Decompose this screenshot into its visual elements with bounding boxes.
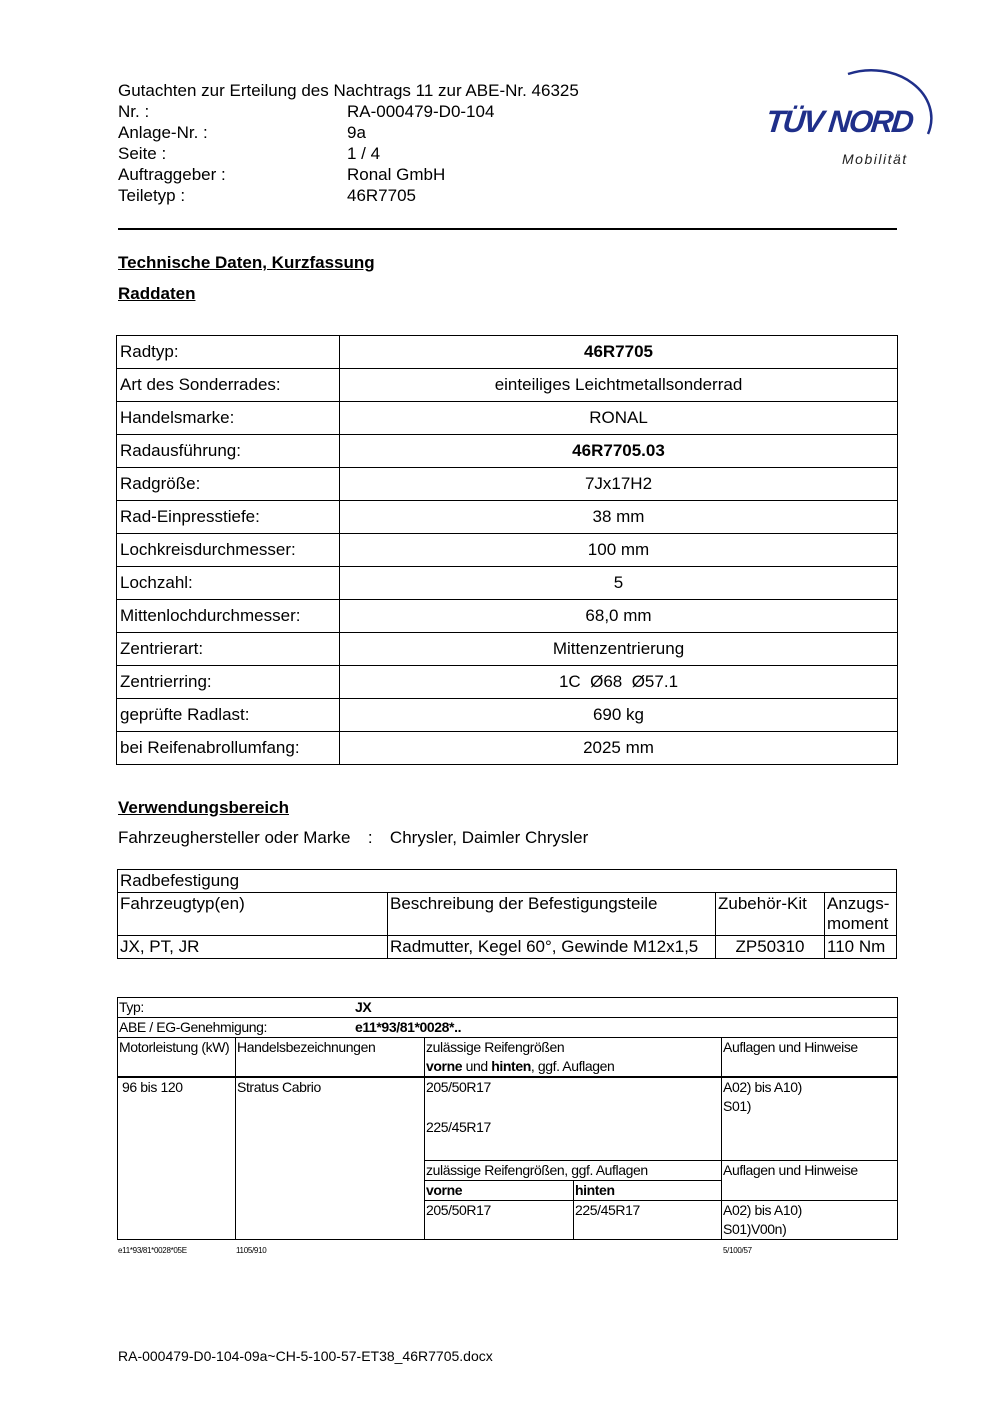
tiny-note-pattern: 5/100/57 [723,1246,752,1255]
section-title: Technische Daten, Kurzfassung [118,253,375,272]
table-row: Radbefestigung [118,870,897,893]
table-row: Fahrzeugtyp(en) Beschreibung der Befestigungsteile Zubehör-Kit Anzugs-moment [118,893,897,936]
tuv-nord-logo [760,56,945,176]
wheel-data-table [116,335,898,765]
logo-brand: TÜV NORD [764,104,914,139]
usage-separator: : [367,828,373,847]
table-row: Radtyp: 46R7705 [117,336,898,369]
usage-title: Verwendungsbereich [118,798,289,817]
section-subtitle: Raddaten [118,284,196,303]
table-row: Lochzahl: 5 [117,567,898,600]
table-row: ABE / EG-Genehmigung: e11*93/81*0028*.. [118,1018,898,1038]
table-row: Handelsmarke: RONAL [117,402,898,435]
header-divider [118,228,897,230]
footer-filename: RA-000479-D0-104-09a~CH-5-100-57-ET38_46R7705.docx [118,1348,493,1364]
usage-label: Fahrzeughersteller oder Marke [118,828,351,847]
table-row: Rad-Einpresstiefe: 38 mm [117,501,898,534]
table-row: 205/50R17 225/45R17 A02) bis A10) S01)V00n) [118,1201,898,1240]
table-row: Typ: JX [118,998,898,1018]
usage-line [118,828,588,848]
table-row: zulässige Reifengrößen, ggf. Auflagen Auflagen und Hinweise [118,1161,898,1181]
document-title: Gutachten zur Erteilung des Nachtrags 11 zur ABE-Nr. 46325 [118,81,579,100]
table-row: bei Reifenabrollumfang: 2025 mm [117,732,898,765]
tiny-note-code: 1105/910 [236,1246,267,1255]
table-row: Zentrierart: Mittenzentrierung [117,633,898,666]
header-row-auftraggeber: Auftraggeber : Ronal GmbH [118,165,446,184]
header-row-teiletyp: Teiletyp : 46R7705 [118,186,417,205]
tiny-note-approval: e11*93/81*0028*05E [118,1246,187,1255]
table-row: Art des Sonderrades: einteiliges Leichtmetallsonderrad [117,369,898,402]
table-row: JX, PT, JR Radmutter, Kegel 60°, Gewinde M12x1,5 ZP50310 110 Nm [118,936,897,959]
table-row: Motorleistung (kW) Handelsbezeichnungen zulässige Reifengrößen vorne und hinten, ggf. Auflagen Auflagen und Hinweise [118,1038,898,1078]
wheel-fixing-table [117,869,897,959]
table-row: Radausführung: 46R7705.03 [117,435,898,468]
usage-value: Chrysler, Daimler Chrysler [389,828,589,847]
header-row-seite: Seite : 1 / 4 [118,144,381,163]
table-row: Zentrierring: 1C Ø68 Ø57.1 [117,666,898,699]
header-row-nr: Nr. : RA-000479-D0-104 [118,102,495,121]
table-row: geprüfte Radlast: 690 kg [117,699,898,732]
table-row: 96 bis 120 Stratus Cabrio 205/50R17 225/45R17 A02) bis A10) S01) [118,1077,898,1161]
table-row: vorne hinten [118,1181,898,1201]
table-row: Lochkreisdurchmesser: 100 mm [117,534,898,567]
header-row-anlage: Anlage-Nr. : 9a [118,123,366,142]
table-row: Radgröße: 7Jx17H2 [117,468,898,501]
vehicle-type-table [117,997,898,1240]
table-row: Mittenlochdurchmesser: 68,0 mm [117,600,898,633]
document-header [118,80,579,206]
logo-subtitle: Mobilität [842,151,908,167]
